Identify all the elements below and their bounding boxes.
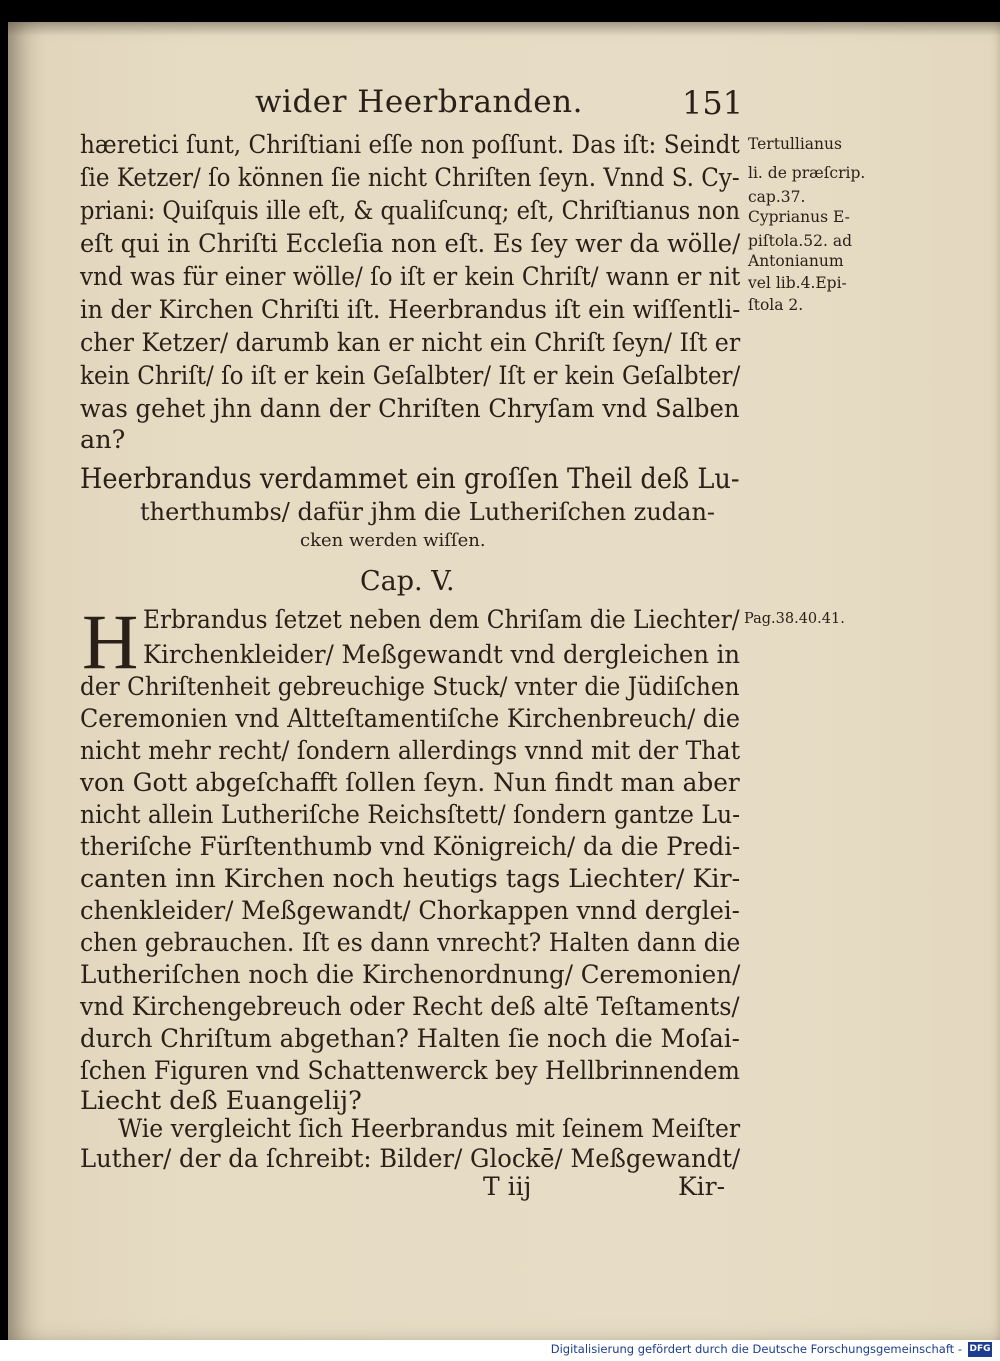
catchword: Kir- (678, 1172, 726, 1201)
body-line: theriſche Fürſtenthumb vnd Königreich/ da die Predi- (80, 832, 741, 862)
margin-note: Tertullianus (748, 135, 842, 153)
body-line: priani: Quiſquis ille eſt, & qualiſcunq; eſt, Chriſtianus non (80, 196, 741, 226)
body-line: nicht mehr recht/ ſondern allerdings vnnd mit der That (80, 736, 741, 766)
body-line: nicht allein Lutheriſche Reichsſtett/ ſondern gantze Lu- (80, 800, 741, 830)
body-line: Ceremonien vnd Altteſtamentiſche Kirchenbreuch/ die (80, 704, 740, 734)
body-line: Luther/ der da ſchreibt: Bilder/ Glockē/ Meßgewandt/ (80, 1144, 741, 1174)
body-line: ſie Ketzer/ ſo können ſie nicht Chriſten ſeyn. Vnnd S. Cy- (80, 163, 740, 193)
signature-mark: T iij (483, 1172, 532, 1201)
body-line: Wie vergleicht ſich Heerbrandus mit ſeinem Meiſter (118, 1114, 741, 1144)
body-line: cher Ketzer/ darumb kan er nicht ein Chriſt ſeyn/ Iſt er (80, 328, 741, 358)
body-line: chenkleider/ Meßgewandt/ Chorkappen vnnd derglei- (80, 896, 740, 926)
body-line: der Chriſtenheit gebreuchige Stuck/ vnter die Jüdiſchen (80, 672, 740, 702)
body-line: vnd was für einer wölle/ ſo iſt er kein Chriſt/ wann er nit (80, 262, 741, 292)
section-title-line: cken werden wiſſen. (300, 530, 486, 551)
body-line: canten inn Kirchen noch heutigs tags Liechter/ Kir- (80, 864, 741, 894)
body-line: was gehet jhn dann der Chriſten Chryſam vnd Salben (80, 394, 740, 424)
margin-note: vel lib.4.Epi- (748, 274, 847, 292)
page-edge-shadow (8, 22, 1000, 36)
margin-note: li. de præſcrip. (748, 164, 866, 182)
margin-note: piſtola.52. ad (748, 232, 853, 250)
drop-cap: H (82, 598, 139, 685)
margin-note: ſtola 2. (748, 296, 804, 314)
body-line: kein Chriſt/ ſo iſt er kein Geſalbter/ Iſt er kein Geſalbter/ (80, 361, 741, 391)
body-line: Kirchenkleider/ Meßgewandt vnd dergleichen in (143, 640, 741, 670)
body-line: hæretici ſunt, Chriſtiani eſſe non poſſunt. Das iſt: Seindt (80, 130, 740, 160)
footer-bar (0, 1340, 1000, 1361)
margin-note: Cyprianus E- (748, 208, 850, 226)
body-line: eſt qui in Chriſti Eccleſia non eſt. Es ſey wer da wölle/ (80, 229, 741, 259)
body-line: chen gebrauchen. Iſt es dann vnrecht? Halten dann die (80, 928, 741, 958)
section-title-line: Heerbrandus verdammet ein groſſen Theil deß Lu- (80, 462, 740, 495)
body-line: in der Kirchen Chriſti iſt. Heerbrandus iſt ein wiſſentli- (80, 295, 741, 325)
body-line: ſchen Figuren vnd Schattenwerck bey Hellbrinnendem (80, 1056, 740, 1086)
section-title-line: therthumbs/ dafür jhm die Lutheriſchen zudan- (140, 498, 716, 526)
margin-note: Antonianum (748, 252, 844, 270)
body-line: Erbrandus ſetzet neben dem Chriſam die Liechter/ (143, 605, 740, 635)
margin-note: cap.37. (748, 188, 806, 206)
body-line: Liecht deß Euangelij? (80, 1086, 362, 1116)
page-number: 151 (682, 84, 744, 122)
body-line: an? (80, 425, 126, 455)
body-line: Lutheriſchen noch die Kirchenordnung/ Ceremonien/ (80, 960, 741, 990)
chapter-heading: Cap. V. (360, 566, 455, 597)
margin-note-pages: Pag.38.40.41. (744, 611, 845, 627)
body-line: vnd Kirchengebreuch oder Recht deß altē Teſtaments/ (80, 992, 740, 1022)
funding-credit: Digitalisierung gefördert durch die Deutsche Forschungsgemeinschaft - (550, 1342, 962, 1356)
body-line: von Gott abgeſchafft ſollen ſeyn. Nun findt man aber (80, 768, 740, 798)
dfg-logo-icon: DFG (968, 1342, 992, 1357)
running-head: wider Heerbranden. (255, 84, 583, 120)
body-line: durch Chriſtum abgethan? Halten ſie noch die Moſai- (80, 1024, 740, 1054)
